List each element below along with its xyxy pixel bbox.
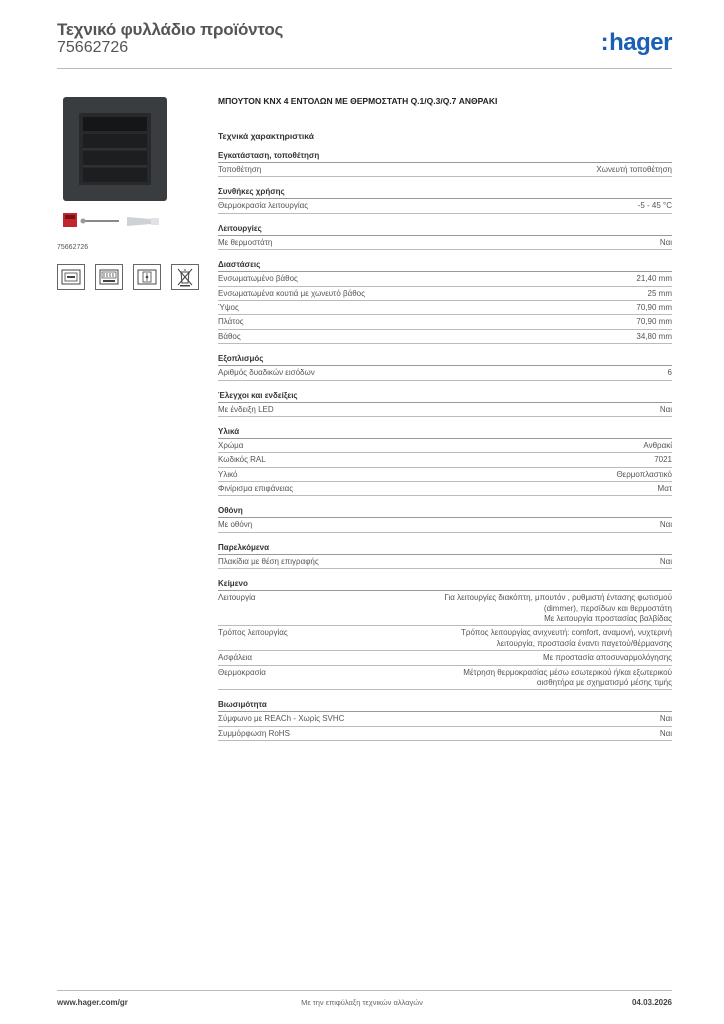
spec-label: Σύμφωνο με REACh - Χωρίς SVHC xyxy=(218,714,345,724)
spec-value: 21,40 mm xyxy=(636,274,672,284)
spec-group-title: Διαστάσεις xyxy=(218,260,672,272)
spec-label: Ενσωματωμένο βάθος xyxy=(218,274,298,284)
spec-label: Ασφάλεια xyxy=(218,653,253,663)
spec-value: Ναι xyxy=(659,556,672,566)
hager-logo: :hager xyxy=(600,29,672,56)
spec-value: Ναι xyxy=(659,404,672,414)
spec-row xyxy=(218,727,672,741)
spec-group xyxy=(218,700,672,741)
din-module-icon xyxy=(133,264,161,290)
spec-label: Υλικό xyxy=(218,469,238,479)
spec-group-title: Εγκατάσταση, τοποθέτηση xyxy=(218,151,672,163)
spec-value: 6 xyxy=(667,368,672,378)
spec-group-title: Εξοπλισμός xyxy=(218,354,672,366)
spec-row xyxy=(218,666,672,691)
spec-value: 25 mm xyxy=(647,288,672,298)
product-name: ΜΠΟΥΤΟΝ KNX 4 ΕΝΤΟΛΩΝ ΜΕ ΘΕΡΜΟΣΤΑΤΗ Q.1/Q.3/Q.7 ΑΝΘΡΑΚΙ xyxy=(218,96,498,106)
spec-label: Αριθμός δυαδικών εισόδων xyxy=(218,368,315,378)
spec-group xyxy=(218,354,672,380)
footer-disclaimer: Με την επιφύλαξη τεχνικών αλλαγών xyxy=(301,998,423,1007)
spec-value: Ναι xyxy=(659,520,672,530)
spec-label: Πλάτος xyxy=(218,317,244,327)
spec-label: Τοποθέτηση xyxy=(218,165,262,174)
spec-value: 70,90 mm xyxy=(636,317,672,327)
spec-label: Ενσωματωμένα κουτιά με χωνευτό βάθος xyxy=(218,288,365,298)
spec-value: 70,90 mm xyxy=(636,302,672,312)
spec-label: Θερμοκρασία xyxy=(218,667,266,677)
spec-label: Θερμοκρασία λειτουργίας xyxy=(218,201,309,211)
specifications-column xyxy=(218,96,672,741)
spec-row xyxy=(218,301,672,315)
spec-group-title: Υλικά xyxy=(218,427,672,439)
spec-label: Φινίρισμα επιφάνειας xyxy=(218,484,294,494)
spec-row xyxy=(218,330,672,344)
spec-value: Για λειτουργίες διακόπτη, μπουτόν , ρυθμιστή έντασης φωτισμού (dimmer), περσίδων και θερμοστάτη Με λειτουργία προστασίας βαλβίδας xyxy=(444,593,672,624)
image-caption-code: 75662726 xyxy=(57,244,89,251)
spec-group xyxy=(218,506,672,532)
spec-label: Χρώμα xyxy=(218,440,244,450)
spec-value: Μέτρηση θερμοκρασίας μέσω εσωτερικού ή/και εξωτερικού αισθητήρα με σχηματισμό μέσης τιμής xyxy=(463,667,672,687)
spec-value: Ναι xyxy=(659,728,672,738)
spec-row xyxy=(218,555,672,569)
spec-value: Ναι xyxy=(659,714,672,724)
spec-group xyxy=(218,187,672,213)
header-divider xyxy=(57,68,672,69)
spec-label: Με θερμοστάτη xyxy=(218,237,273,247)
spec-groups xyxy=(218,151,672,741)
spec-group-title: Βιωσιμότητα xyxy=(218,700,672,712)
touch-panel-icon xyxy=(57,264,85,290)
spec-row xyxy=(218,163,672,177)
spec-value: Θερμοπλαστικό xyxy=(616,469,672,479)
spec-row xyxy=(218,287,672,301)
spec-group xyxy=(218,579,672,690)
spec-value: Ανθρακί xyxy=(643,440,672,450)
spec-label: Πλακίδια με θέση επιγραφής xyxy=(218,556,319,566)
spec-value: 7021 xyxy=(654,455,672,465)
technical-characteristics-heading: Τεχνικά χαρακτηριστικά xyxy=(218,131,314,141)
spec-value: 34,80 mm xyxy=(636,331,672,341)
spec-row xyxy=(218,468,672,482)
spec-row xyxy=(218,366,672,380)
spec-value: Τρόπος λειτουργίας ανιχνευτή: comfort, αναμονή, νυχτερινή λειτουργία, προστασία έναντι παγετού/θέρμανσης xyxy=(461,628,672,648)
certification-icons xyxy=(57,264,199,290)
spec-label: Με οθόνη xyxy=(218,520,253,530)
spec-row xyxy=(218,712,672,726)
weee-bin-icon xyxy=(171,264,199,290)
document-title: Τεχνικό φυλλάδιο προϊόντος xyxy=(57,20,284,39)
spec-label: Κωδικός RAL xyxy=(218,455,266,465)
footer-date: 04.03.2026 xyxy=(631,998,672,1007)
spec-row xyxy=(218,315,672,329)
spec-row xyxy=(218,482,672,496)
spec-group-title: Οθόνη xyxy=(218,506,672,518)
spec-value: Ματ xyxy=(657,484,672,494)
spec-label: Βάθος xyxy=(218,331,241,341)
spec-label: Ύψος xyxy=(218,302,239,312)
spec-row xyxy=(218,626,672,651)
spec-label: Με ένδειξη LED xyxy=(218,404,274,414)
spec-group xyxy=(218,391,672,417)
spec-group-title: Παρελκόμενα xyxy=(218,543,672,555)
footer-divider xyxy=(57,990,672,991)
footer-website-link[interactable]: www.hager.com/gr xyxy=(57,998,128,1007)
thermostat-display-icon xyxy=(95,264,123,290)
spec-group xyxy=(218,427,672,497)
spec-group-title: Λειτουργίες xyxy=(218,224,672,236)
spec-value: -5 - 45 °C xyxy=(637,201,672,211)
logo-text: hager xyxy=(609,29,672,56)
spec-group-title: Συνθήκες χρήσης xyxy=(218,187,672,199)
spec-row xyxy=(218,199,672,213)
product-code: 75662726 xyxy=(57,39,129,56)
spec-row xyxy=(218,403,672,417)
spec-group xyxy=(218,543,672,569)
spec-group xyxy=(218,151,672,177)
spec-row xyxy=(218,453,672,467)
spec-value: Με προστασία αποσυναρμολόγησης xyxy=(542,653,672,663)
product-image xyxy=(57,95,197,235)
spec-label: Λειτουργία xyxy=(218,593,256,603)
spec-group-title: Κείμενο xyxy=(218,579,672,591)
spec-label: Συμμόρφωση RoHS xyxy=(218,728,290,738)
spec-value: Ναι xyxy=(659,237,672,247)
spec-row xyxy=(218,272,672,286)
spec-row xyxy=(218,439,672,453)
spec-row xyxy=(218,518,672,532)
spec-group xyxy=(218,224,672,250)
spec-group xyxy=(218,260,672,344)
spec-row xyxy=(218,236,672,250)
spec-row xyxy=(218,651,672,665)
spec-row xyxy=(218,591,672,626)
spec-group-title: Έλεγχοι και ενδείξεις xyxy=(218,391,672,403)
spec-label: Τρόπος λειτουργίας xyxy=(218,628,288,638)
spec-value: Χωνευτή τοποθέτηση xyxy=(596,165,672,174)
